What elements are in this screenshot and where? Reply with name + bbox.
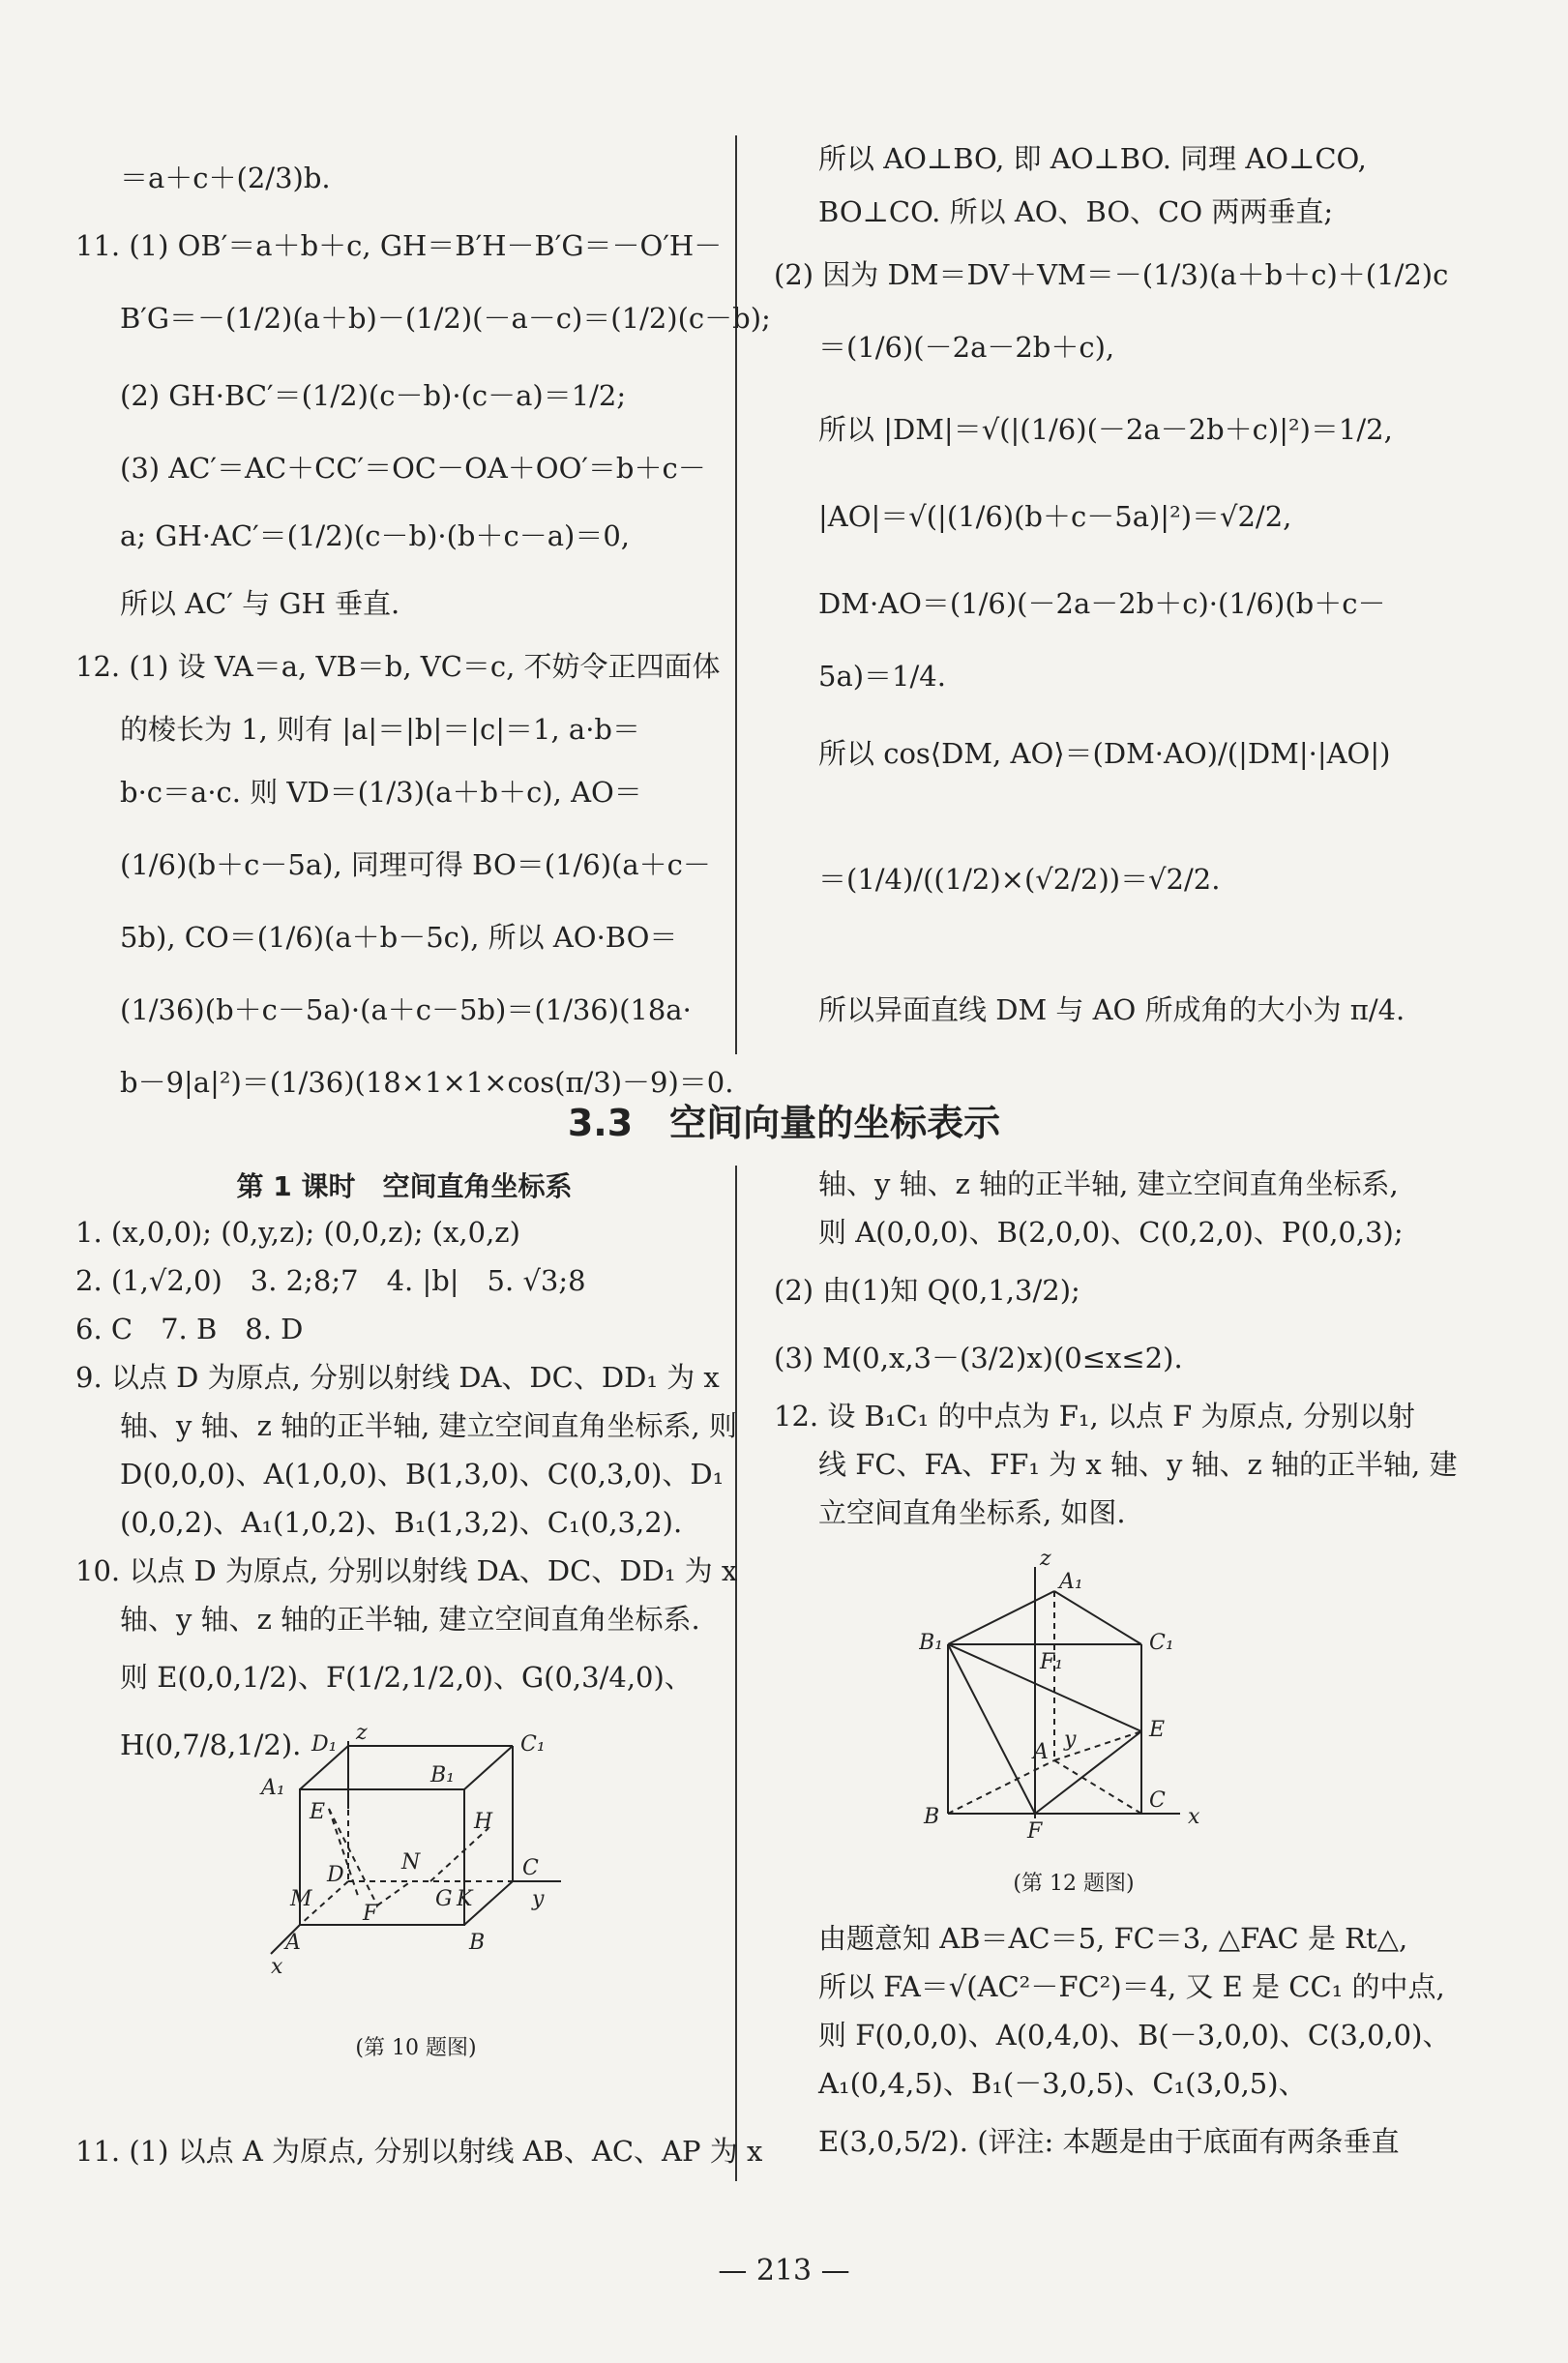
label-A1: A₁ (1059, 1570, 1083, 1594)
label-B1: B₁ (919, 1631, 943, 1655)
text-line: 11. (1) 以点 A 为原点, 分别以射线 AB、AC、AP 为 x (75, 2135, 763, 2168)
label-C1: C₁ (1149, 1631, 1174, 1655)
label-A: A (285, 1931, 301, 1955)
text-line: 1. (x,0,0); (0,y,z); (0,0,z); (x,0,z) (75, 1216, 520, 1249)
label-N: N (401, 1850, 421, 1875)
label-C: C (1149, 1788, 1166, 1813)
label-D1: D₁ (311, 1732, 338, 1757)
text-line: 所以 cos⟨DM, AO⟩＝(DM·AO)/(|DM|·|AO|) (818, 737, 1391, 770)
text-line: (3) AC′＝AC＋CC′＝OC－OA＋OO′＝b＋c－ (120, 452, 706, 485)
text-line: 12. 设 B₁C₁ 的中点为 F₁, 以点 F 为原点, 分别以射 (774, 1400, 1415, 1433)
label-C: C (522, 1856, 539, 1880)
text-line: ＝a＋c＋(2/3)b. (120, 162, 331, 194)
text-line: 所以 |DM|＝√(|(1/6)(－2a－2b＋c)|²)＝1/2, (818, 413, 1393, 446)
label-M: M (290, 1887, 312, 1911)
text-line: 2. (1,√2,0) 3. 2;8;7 4. |b| 5. √3;8 (75, 1264, 586, 1297)
text-line: 5b), CO＝(1/6)(a＋b－5c), 所以 AO·BO＝ (120, 921, 678, 954)
label-K: K (457, 1887, 473, 1911)
label-E: E (310, 1800, 326, 1824)
page-number: — 213 — (718, 2254, 850, 2288)
text-line: 10. 以点 D 为原点, 分别以射线 DA、DC、DD₁ 为 x (75, 1554, 738, 1587)
label-F: F (363, 1902, 378, 1926)
text-line: BO⊥CO. 所以 AO、BO、CO 两两垂直; (818, 195, 1334, 228)
label-C1: C₁ (520, 1732, 546, 1757)
text-line: 所以异面直线 DM 与 AO 所成角的大小为 π/4. (818, 993, 1405, 1026)
text-line: (2) 由(1)知 Q(0,1,3/2); (774, 1274, 1080, 1307)
label-y: y (1064, 1728, 1077, 1752)
text-line: 轴、y 轴、z 轴的正半轴, 建立空间直角坐标系, (818, 1167, 1399, 1200)
text-line: 则 A(0,0,0)、B(2,0,0)、C(0,2,0)、P(0,0,3); (818, 1216, 1404, 1249)
label-x: x (1188, 1805, 1200, 1829)
text-line: |AO|＝√(|(1/6)(b＋c－5a)|²)＝√2/2, (818, 500, 1292, 533)
text-line: (1/6)(b＋c－5a), 同理可得 BO＝(1/6)(a＋c－ (120, 848, 711, 881)
text-line: 所以 AC′ 与 GH 垂直. (120, 587, 400, 620)
text-line: a; GH·AC′＝(1/2)(c－b)·(b＋c－a)＝0, (120, 519, 631, 552)
label-G: G (435, 1887, 453, 1911)
label-A1: A₁ (261, 1776, 285, 1800)
label-y: y (532, 1887, 545, 1911)
text-line: B′G＝－(1/2)(a＋b)－(1/2)(－a－c)＝(1/2)(c－b); (120, 302, 771, 335)
text-line: 所以 FA＝√(AC²－FC²)＝4, 又 E 是 CC₁ 的中点, (818, 1970, 1445, 2003)
text-line: ＝(1/6)(－2a－2b＋c), (818, 331, 1115, 364)
text-line: 12. (1) 设 VA＝a, VB＝b, VC＝c, 不妨令正四面体 (75, 650, 721, 683)
text-line: ＝(1/4)/((1/2)×(√2/2))＝√2/2. (818, 863, 1221, 896)
text-line: 则 F(0,0,0)、A(0,4,0)、B(－3,0,0)、C(3,0,0)、 (818, 2019, 1451, 2052)
label-B: B (469, 1931, 486, 1955)
label-E: E (1149, 1718, 1166, 1742)
figure-12-caption: (第 12 题图) (1013, 1872, 1135, 1896)
label-H: H (474, 1810, 493, 1834)
text-line: 线 FC、FA、FF₁ 为 x 轴、y 轴、z 轴的正半轴, 建 (818, 1448, 1458, 1481)
text-line: DM·AO＝(1/6)(－2a－2b＋c)·(1/6)(b＋c－ (818, 587, 1386, 620)
text-line: 所以 AO⊥BO, 即 AO⊥BO. 同理 AO⊥CO, (818, 142, 1367, 175)
column-divider-bottom (735, 1166, 737, 2181)
text-line: 由题意知 AB＝AC＝5, FC＝3, △FAC 是 Rt△, (818, 1922, 1408, 1955)
text-line: 9. 以点 D 为原点, 分别以射线 DA、DC、DD₁ 为 x (75, 1361, 720, 1394)
label-B1: B₁ (430, 1763, 455, 1787)
label-x: x (271, 1955, 283, 1979)
label-F: F (1027, 1819, 1043, 1844)
lesson-title: 第 1 课时 空间直角坐标系 (236, 1170, 573, 1202)
text-line: 11. (1) OB′＝a＋b＋c, GH＝B′H－B′G＝－O′H－ (75, 229, 723, 262)
label-B: B (924, 1805, 940, 1829)
label-F1: F₁ (1040, 1650, 1064, 1674)
text-line: 的棱长为 1, 则有 |a|＝|b|＝|c|＝1, a·b＝ (120, 713, 641, 746)
label-A: A (1033, 1740, 1049, 1764)
text-line: A₁(0,4,5)、B₁(－3,0,5)、C₁(3,0,5)、 (818, 2067, 1307, 2100)
text-line: (2) 因为 DM＝DV＋VM＝－(1/3)(a＋b＋c)＋(1/2)c (774, 258, 1449, 291)
text-line: (1/36)(b＋c－5a)·(a＋c－5b)＝(1/36)(18a· (120, 993, 692, 1026)
text-line: D(0,0,0)、A(1,0,0)、B(1,3,0)、C(0,3,0)、D₁ (120, 1458, 725, 1491)
label-D: D (327, 1863, 344, 1887)
label-z: z (356, 1722, 368, 1745)
section-title: 3.3 空间向量的坐标表示 (567, 1102, 1001, 1144)
text-line: E(3,0,5/2). (评注: 本题是由于底面有两条垂直 (818, 2125, 1400, 2158)
text-line: (2) GH·BC′＝(1/2)(c－b)·(c－a)＝1/2; (120, 379, 627, 412)
text-line: 则 E(0,0,1/2)、F(1/2,1/2,0)、G(0,3/4,0)、 (120, 1661, 693, 1694)
text-line: H(0,7/8,1/2). (120, 1728, 302, 1761)
text-line: 5a)＝1/4. (818, 660, 946, 693)
text-line: 轴、y 轴、z 轴的正半轴, 建立空间直角坐标系. (120, 1603, 700, 1636)
text-line: b·c＝a·c. 则 VD＝(1/3)(a＋b＋c), AO＝ (120, 776, 642, 809)
text-line: 轴、y 轴、z 轴的正半轴, 建立空间直角坐标系, 则 (120, 1409, 737, 1442)
label-z: z (1040, 1548, 1051, 1571)
text-line: 6. C 7. B 8. D (75, 1313, 304, 1345)
text-line: b－9|a|²)＝(1/36)(18×1×1×cos(π/3)－9)＝0. (120, 1066, 734, 1099)
figure-10-caption: (第 10 题图) (355, 2036, 477, 2060)
text-line: (0,0,2)、A₁(1,0,2)、B₁(1,3,2)、C₁(0,3,2). (120, 1506, 683, 1539)
column-divider-top (735, 135, 737, 1054)
figure-10-cube (242, 1722, 590, 2022)
text-line: 立空间直角坐标系, 如图. (818, 1496, 1126, 1529)
text-line: (3) M(0,x,3－(3/2)x)(0≤x≤2). (774, 1342, 1183, 1374)
figure-12-prism (919, 1548, 1228, 1857)
